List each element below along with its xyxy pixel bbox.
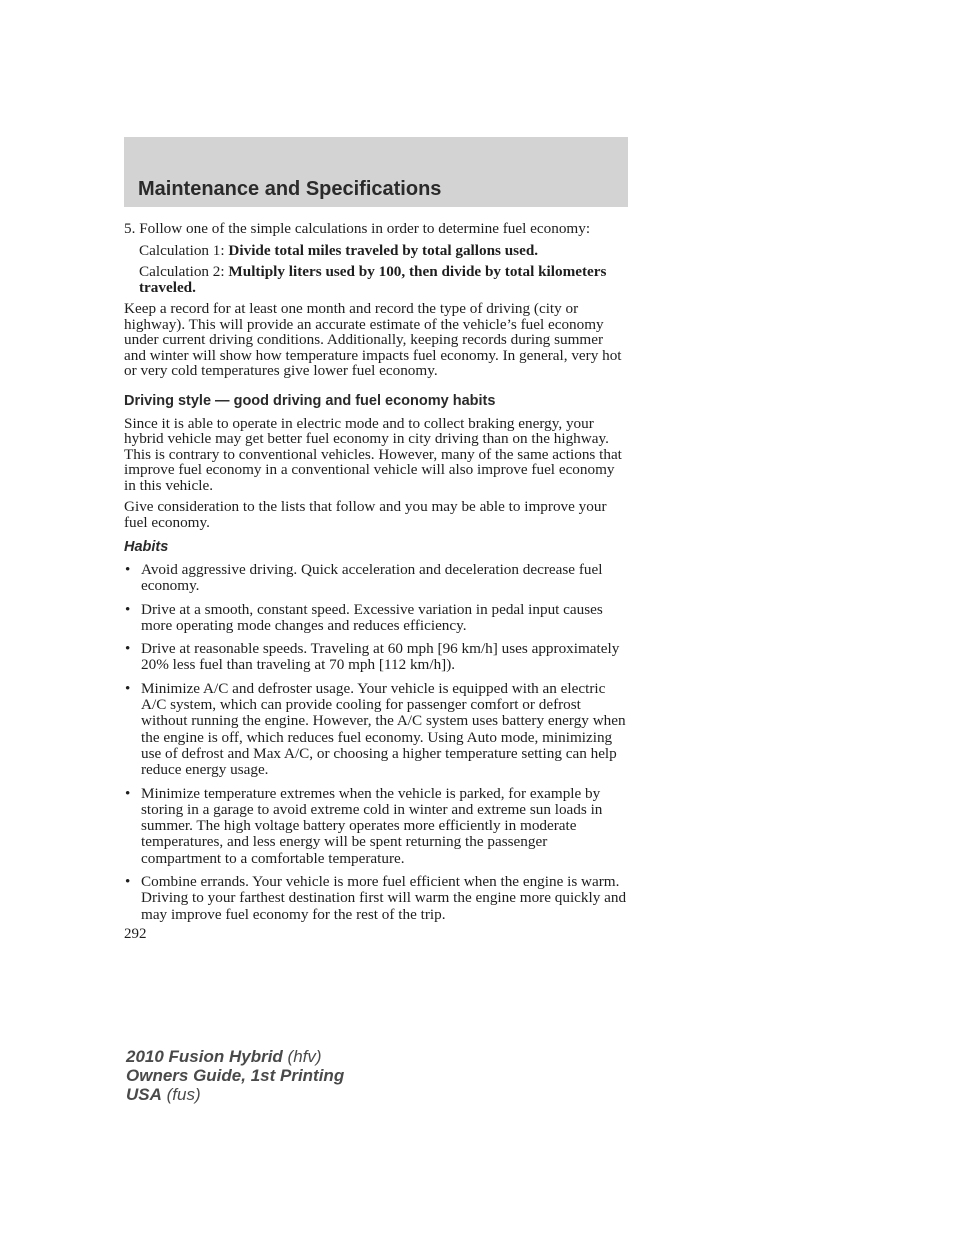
bullet-icon: • xyxy=(125,561,131,578)
footer-guide-edition: Owners Guide, 1st Printing xyxy=(126,1066,345,1085)
footer-model-code: (hfv) xyxy=(282,1047,322,1066)
driving-style-paragraph-2: Give consideration to the lists that follow and you may be able to improve your fuel economy. xyxy=(124,498,607,531)
calculation-2 xyxy=(139,264,628,295)
bullet-icon: • xyxy=(125,873,131,891)
page-number: 292 xyxy=(124,926,147,942)
footer-line-2 xyxy=(126,1066,344,1085)
section-header-band xyxy=(124,137,628,207)
footer-market-code: (fus) xyxy=(161,1085,201,1104)
list-item xyxy=(124,874,628,923)
calculation-1 xyxy=(139,243,628,259)
driving-style-paragraph-1: Since it is able to operate in electric mode and to collect braking energy, your hybrid vehicle may get better fuel economy in city driving than on the highway. This is contrary to conventional vehicles. However, many of the same actions that improve fuel economy in a conventional vehicle will also improve fuel economy in this vehicle. xyxy=(124,414,622,494)
bullet-icon: • xyxy=(125,640,131,658)
bullet-icon: • xyxy=(125,784,131,802)
section-title: Maintenance and Specifications xyxy=(138,178,442,200)
bullet-icon: • xyxy=(125,600,131,618)
list-item xyxy=(124,681,628,779)
footer-line-3 xyxy=(126,1085,344,1104)
calculation-2-text: Multiply liters used by 100, then divide by total kilometers traveled. xyxy=(139,263,607,296)
list-item xyxy=(124,602,628,635)
footer-model: 2010 Fusion Hybrid xyxy=(126,1047,283,1066)
calculation-1-text: Divide total miles traveled by total gallons used. xyxy=(228,241,539,259)
list-item-text: Minimize A/C and defroster usage. Your vehicle is equipped with an electric A/C system, which can provide cooling for passenger comfort or defrost without running the engine. However, the A/C system uses battery energy when the engine is off, which reduces fuel economy. Using Auto mode, minimizing use of defrost and Max A/C, or choosing a higher temperature setting can help reduce energy usage. xyxy=(141,679,626,779)
driving-style-heading: Driving style — good driving and fuel economy habits xyxy=(124,392,496,409)
list-item xyxy=(124,786,628,867)
document-footer xyxy=(126,1047,344,1104)
list-item-text: Drive at a smooth, constant speed. Excessive variation in pedal input causes more operating mode changes and reduces efficiency. xyxy=(141,600,603,634)
habits-list xyxy=(124,562,628,923)
list-item-text: Avoid aggressive driving. Quick acceleration and deceleration decrease fuel economy. xyxy=(141,561,603,595)
list-item xyxy=(124,562,628,595)
page-content xyxy=(124,221,628,930)
list-item-text: Minimize temperature extremes when the vehicle is parked, for example by storing in a garage to avoid extreme cold in winter and extreme sun loads in summer. The high voltage battery operates more efficiently in moderate temperatures, and less energy will be spent returning the passenger compartment to a comfortable temperature. xyxy=(141,784,603,867)
record-keeping-paragraph: Keep a record for at least one month and record the type of driving (city or highway). This will provide an accurate estimate of the vehicle’s fuel economy under current driving conditions. Additionally, keeping records during summer and winter will show how temperature impacts fuel economy. In general, very hot or very cold temperatures give lower fuel economy. xyxy=(124,300,622,379)
list-item xyxy=(124,641,628,674)
step-5-text: 5. Follow one of the simple calculations in order to determine fuel economy: xyxy=(124,220,591,237)
bullet-icon: • xyxy=(125,679,131,697)
habits-heading: Habits xyxy=(124,539,169,555)
footer-market: USA xyxy=(126,1085,162,1104)
footer-line-1 xyxy=(126,1047,344,1066)
calculation-2-label: Calculation 2: xyxy=(139,263,229,280)
calculation-1-label: Calculation 1: xyxy=(139,241,229,259)
list-item-text: Drive at reasonable speeds. Traveling at 60 mph [96 km/h] uses approximately 20% less fuel than traveling at 70 mph [112 km/h]). xyxy=(141,640,620,674)
list-item-text: Combine errands. Your vehicle is more fuel efficient when the engine is warm. Driving to your farthest destination first will warm the engine more quickly and may improve fuel economy for the rest of the trip. xyxy=(141,873,627,923)
